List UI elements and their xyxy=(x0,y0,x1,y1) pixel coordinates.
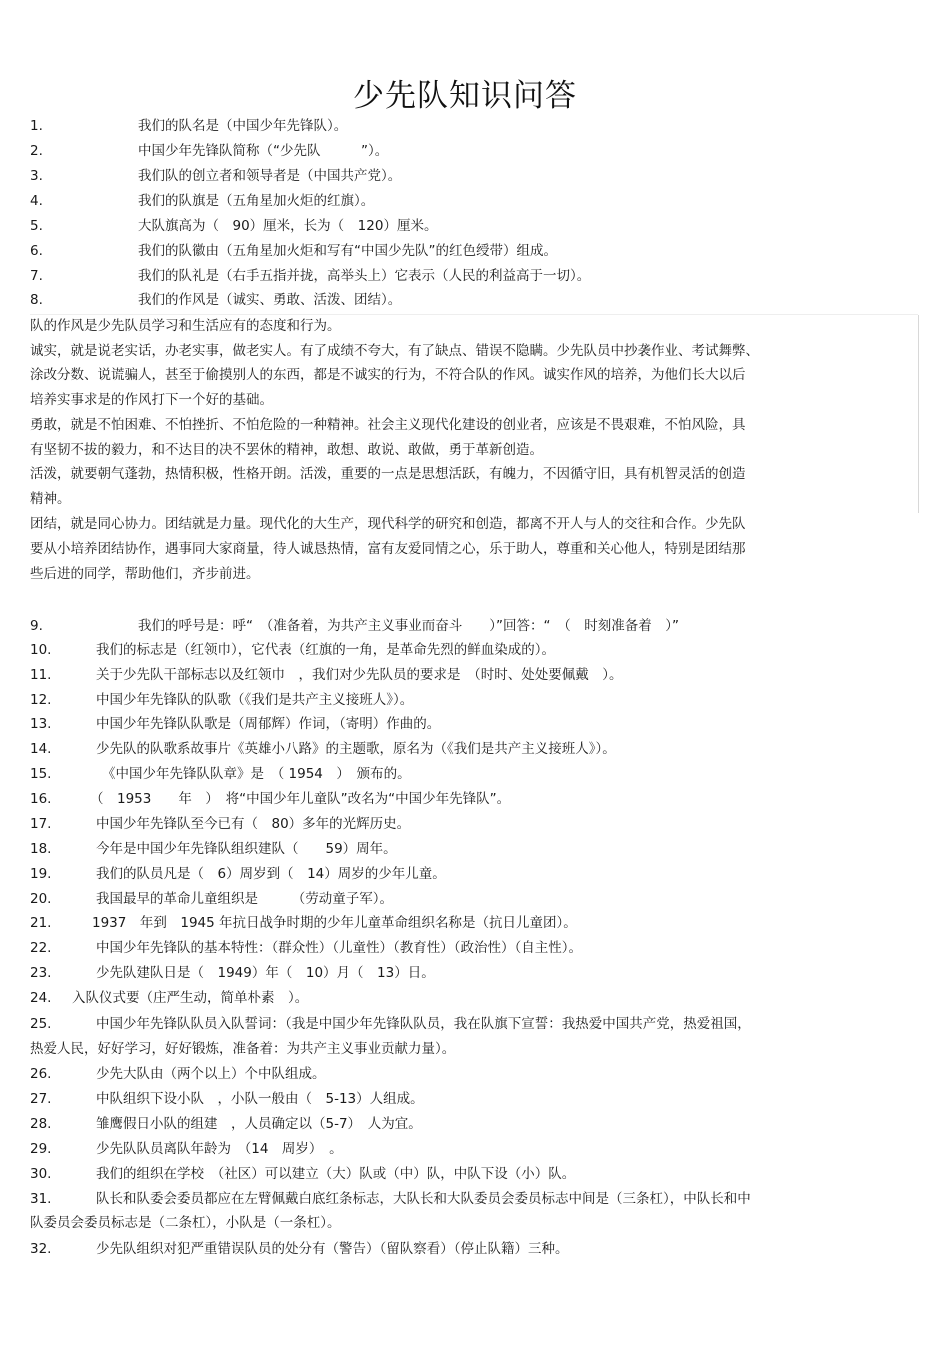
paragraph-line: 队的作风是少先队员学习和生活应有的态度和行为。 xyxy=(30,318,341,334)
question-text: 关于少先队干部标志以及红领巾 ，我们对少先队员的要求是 （时时、处处要佩戴 ）。 xyxy=(96,667,623,683)
question-number: 15. xyxy=(30,766,52,782)
question-number: 25. xyxy=(30,1016,52,1032)
question-text: 《中国少年先锋队队章》是 （ 1954 ） 颁布的。 xyxy=(102,766,411,782)
question-text: 我们队的创立者和领导者是（中国共产党）。 xyxy=(138,168,402,184)
page-title: 少先队知识问答 xyxy=(353,78,577,114)
question-text: 我们的队礼是（右手五指并拢，高举头上）它表示（人民的利益高于一切）。 xyxy=(138,268,591,284)
paragraph-line: 涂改分数、说谎骗人，甚至于偷摸别人的东西，都是不诚实的行为，不符合队的作风。诚实作风的培养，为他们长大以后 xyxy=(30,367,746,383)
question-text: 中国少年先锋队队员入队誓词：（我是中国少年先锋队队员，我在队旗下宣誓：我热爱中国共产党，热爱祖国， xyxy=(96,1016,751,1032)
question-text: 我们的标志是（红领巾），它代表（红旗的一角，是革命先烈的鲜血染成的）。 xyxy=(96,642,555,658)
question-text: 少先队队员离队年龄为 （14 周岁） 。 xyxy=(96,1141,343,1157)
paragraph-line: 团结，就是同心协力。团结就是力量。现代化的大生产，现代科学的研究和创造，都离不开人与人的交往和合作。少先队 xyxy=(30,516,746,532)
question-number: 10. xyxy=(30,642,52,658)
paragraph-line: 要从小培养团结协作，遇事同大家商量，待人诚恳热情，富有友爱同情之心，乐于助人，尊重和关心他人，特别是团结那 xyxy=(30,541,746,557)
question-number: 11. xyxy=(30,667,52,683)
question-number: 17. xyxy=(30,816,52,832)
question-number: 13. xyxy=(30,716,52,732)
question-text: 我们的队旗是（五角星加火炬的红旗）。 xyxy=(138,193,375,209)
question-number: 29. xyxy=(30,1141,52,1157)
question-text: 今年是中国少年先锋队组织建队（ 59）周年。 xyxy=(96,841,397,857)
question-number: 2. xyxy=(30,143,43,159)
question-text: 中国少年先锋队至今已有（ 80）多年的光辉历史。 xyxy=(96,816,411,832)
question-number: 26. xyxy=(30,1066,52,1082)
question-number: 16. xyxy=(30,791,52,807)
question-number: 1. xyxy=(30,118,43,134)
question-number: 3. xyxy=(30,168,43,184)
question-number: 30. xyxy=(30,1166,52,1182)
question-text: 我们的作风是（诚实、勇敢、活泼、团结）。 xyxy=(138,292,402,308)
question-text: 中国少年先锋队的基本特性：（群众性）（儿童性）（教育性）（政治性）（自主性）。 xyxy=(96,940,582,956)
question-number: 14. xyxy=(30,741,52,757)
question-text: 我们的队名是（中国少年先锋队）。 xyxy=(138,118,348,134)
question-number: 24. xyxy=(30,990,52,1006)
question-number: 20. xyxy=(30,891,52,907)
question-number: 9. xyxy=(30,618,43,634)
question-number: 4. xyxy=(30,193,43,209)
question-number: 23. xyxy=(30,965,52,981)
question-text: 少先队组织对犯严重错误队员的处分有（警告）（留队察看）（停止队籍）三种。 xyxy=(96,1241,569,1257)
question-text: 中国少年先锋队简称（“少先队 ”）。 xyxy=(138,143,389,159)
paragraph-box-top-border xyxy=(30,314,918,315)
paragraph-line: 有坚韧不拔的毅力，和不达目的决不罢休的精神，敢想、敢说、敢做，勇于革新创造。 xyxy=(30,442,543,458)
question-text: 少先队建队日是（ 1949）年（ 10）月（ 13）日。 xyxy=(96,965,435,981)
question-text: 中国少年先锋队队歌是（周郁辉）作词，（寄明）作曲的。 xyxy=(96,716,441,732)
question-number: 8. xyxy=(30,292,43,308)
paragraph-line: 活泼，就要朝气蓬勃，热情积极，性格开朗。活泼，重要的一点是思想活跃，有魄力，不因循守旧，具有机智灵活的创造 xyxy=(30,466,746,482)
question-text: 队委员会委员标志是（二条杠），小队是（一条杠）。 xyxy=(30,1215,341,1231)
question-number: 7. xyxy=(30,268,43,284)
question-text: 少先大队由（两个以上）个中队组成。 xyxy=(96,1066,326,1082)
question-text: 中队组织下设小队 ，小队一般由（ 5-13）人组成。 xyxy=(96,1091,424,1107)
paragraph-line: 精神。 xyxy=(30,491,71,507)
question-text: 我们的队员凡是（ 6）周岁到（ 14）周岁的少年儿童。 xyxy=(96,866,446,882)
question-text: 队长和队委会委员都应在左臂佩戴白底红条标志，大队长和大队委员会委员标志中间是（三条杠），中队长和中 xyxy=(96,1191,751,1207)
question-number: 32. xyxy=(30,1241,52,1257)
question-text: 我们的组织在学校 （社区）可以建立（大）队或（中）队，中队下设（小）队。 xyxy=(96,1166,576,1182)
question-number: 12. xyxy=(30,692,52,708)
question-number: 21. xyxy=(30,915,52,931)
question-text: 雏鹰假日小队的组建 ，人员确定以（5-7） 人为宜。 xyxy=(96,1116,422,1132)
question-text: 我们的呼号是：呼“ （准备着，为共产主义事业而奋斗 ）”回答：“ （ 时刻准备着 ）” xyxy=(138,618,679,634)
question-number: 5. xyxy=(30,218,43,234)
question-text: 热爱人民，好好学习，好好锻炼，准备着：为共产主义事业贡献力量）。 xyxy=(30,1041,456,1057)
question-number: 19. xyxy=(30,866,52,882)
question-text: 我国最早的革命儿童组织是 （劳动童子军）。 xyxy=(96,891,393,907)
question-number: 28. xyxy=(30,1116,52,1132)
paragraph-line: 勇敢，就是不怕困难、不怕挫折、不怕危险的一种精神。社会主义现代化建设的创业者，应该是不畏艰难，不怕风险，具 xyxy=(30,417,746,433)
question-text: 少先队的队歌系故事片《英雄小八路》的主题歌，原名为（《我们是共产主义接班人》）。 xyxy=(96,741,616,757)
question-text: 中国少年先锋队的队歌（《我们是共产主义接班人》）。 xyxy=(96,692,414,708)
paragraph-box-right-border xyxy=(918,315,919,513)
question-text: 我们的队徽由（五角星加火炬和写有“中国少先队”的红色绶带）组成。 xyxy=(138,243,557,259)
question-number: 6. xyxy=(30,243,43,259)
question-number: 22. xyxy=(30,940,52,956)
question-text: （ 1953 年 ） 将“中国少年儿童队”改名为“中国少年先锋队”。 xyxy=(90,791,511,807)
paragraph-line: 些后进的同学，帮助他们，齐步前进。 xyxy=(30,566,260,582)
paragraph-line: 培养实事求是的作风打下一个好的基础。 xyxy=(30,392,273,408)
question-text: 入队仪式要（庄严生动，简单朴素 ）。 xyxy=(72,990,309,1006)
paragraph-line: 诚实，就是说老实话，办老实事，做老实人。有了成绩不夸大，有了缺点、错误不隐瞒。少先队员中抄袭作业、考试舞弊、 xyxy=(30,343,759,359)
question-number: 27. xyxy=(30,1091,52,1107)
question-number: 31. xyxy=(30,1191,52,1207)
question-text: 大队旗高为（ 90）厘米，长为（ 120）厘米。 xyxy=(138,218,438,234)
question-number: 18. xyxy=(30,841,52,857)
question-text: 1937 年到 1945 年抗日战争时期的少年儿童革命组织名称是（抗日儿童团）。 xyxy=(92,915,577,931)
